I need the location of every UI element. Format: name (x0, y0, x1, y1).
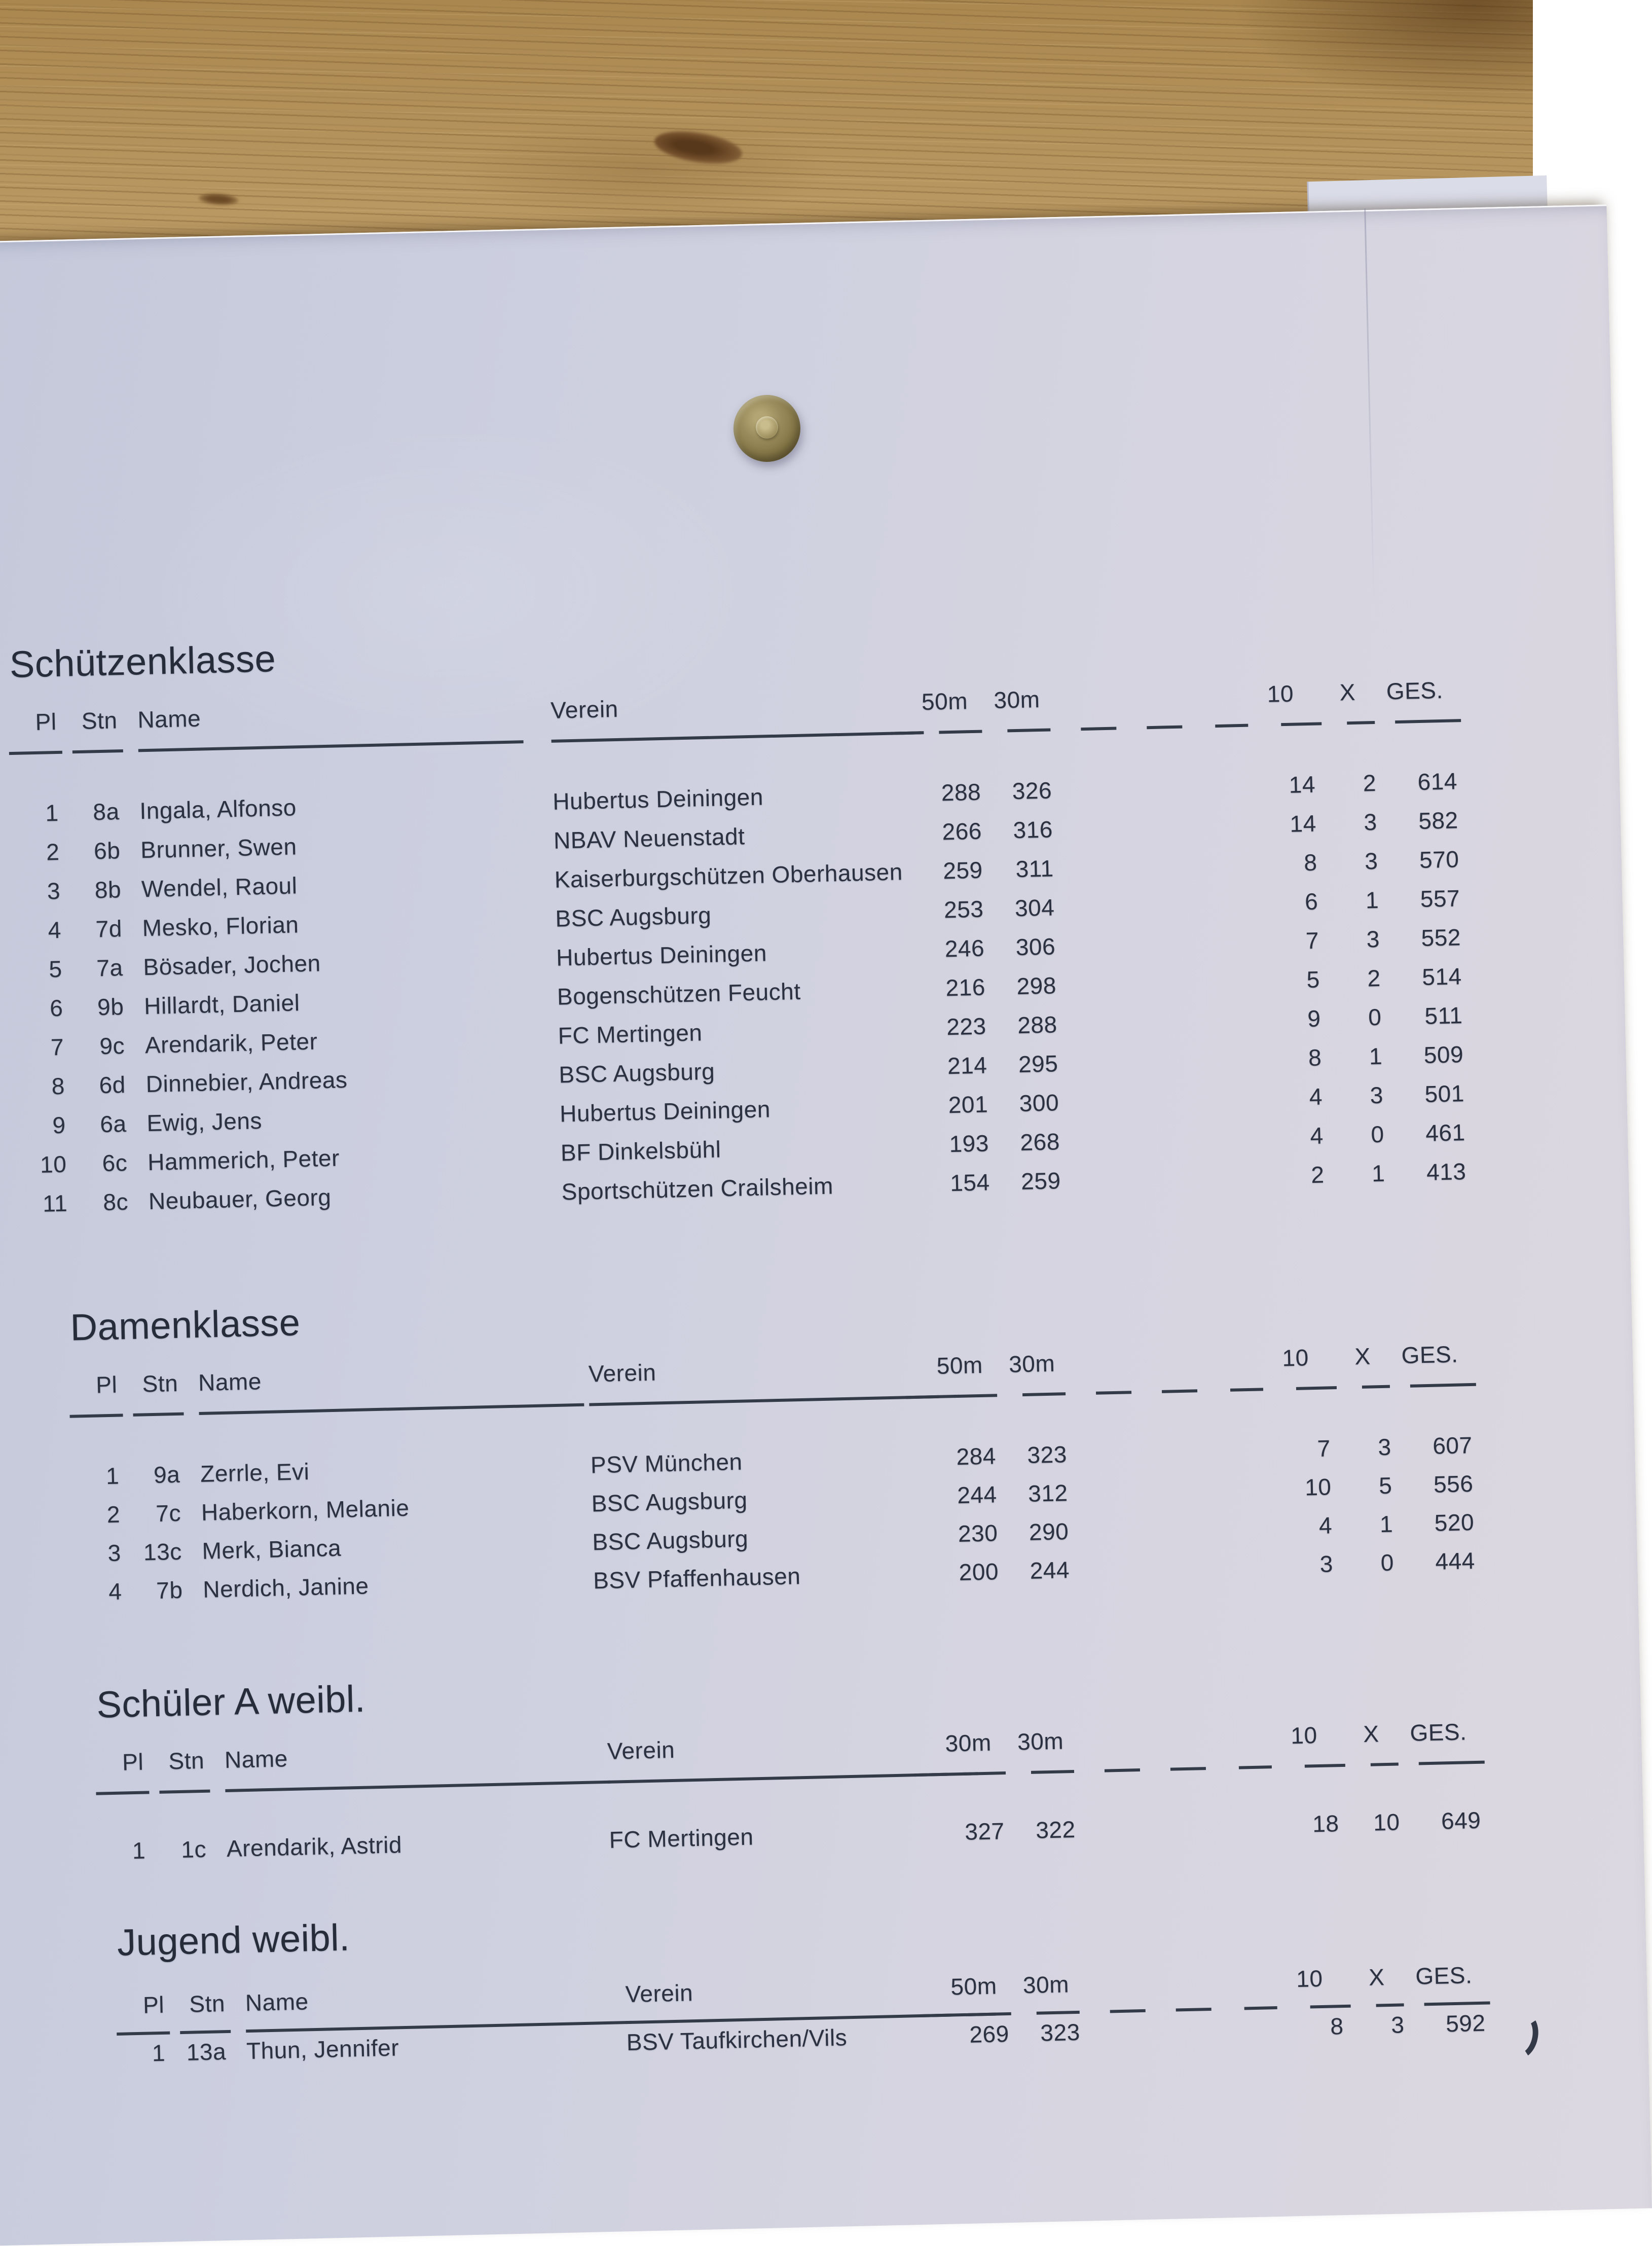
cell-place: 3 (107, 1539, 122, 1567)
column-header-distance-1: 30m (945, 1729, 992, 1757)
column-header-x: X (1354, 1343, 1371, 1370)
cell-name: Thun, Jennifer (246, 2034, 399, 2064)
cell-score-distance-2: 290 (1029, 1518, 1069, 1545)
cell-stand: 6a (99, 1110, 127, 1138)
cell-place: 2 (46, 838, 60, 865)
cell-place: 6 (49, 994, 63, 1022)
rule-line (1376, 2003, 1404, 2007)
cell-stand: 8b (94, 876, 122, 903)
rule-line (1162, 1389, 1197, 1393)
cell-tens: 6 (1304, 888, 1318, 915)
cell-place: 7 (50, 1033, 64, 1061)
cell-club: NBAV Neuenstadt (553, 823, 745, 854)
cell-x-count: 1 (1365, 886, 1379, 914)
cell-total: 444 (1435, 1547, 1476, 1575)
cell-score-distance-2: 311 (1015, 855, 1054, 883)
cell-tens: 8 (1308, 1044, 1322, 1071)
column-header-total: GES. (1386, 676, 1444, 705)
rule-line (906, 1395, 939, 1399)
cell-stand: 7d (95, 915, 123, 943)
column-header-x: X (1363, 1720, 1380, 1748)
cell-tens: 8 (1330, 2013, 1344, 2040)
column-header-tens: 10 (1281, 1344, 1309, 1371)
cell-place: 4 (108, 1578, 123, 1605)
rule-line (96, 1791, 149, 1795)
cell-place: 1 (105, 1462, 120, 1490)
rule-line (920, 2014, 953, 2017)
cell-place: 4 (48, 916, 62, 944)
rule-line (1281, 722, 1321, 726)
rule-line (1110, 2009, 1146, 2013)
section-title: Schüler A weibl. (96, 1677, 366, 1726)
cell-total: 557 (1420, 885, 1460, 913)
cell-club: Kaiserburgschützen Oberhausen (554, 858, 903, 893)
rule-line (1347, 721, 1375, 724)
cell-club: BF Dinkelsbühl (560, 1136, 721, 1166)
cell-total: 520 (1434, 1508, 1475, 1536)
rule-line (1096, 1391, 1131, 1395)
cell-x-count: 2 (1363, 769, 1377, 796)
cell-club: BSC Augsburg (555, 901, 712, 932)
column-header-total: GES. (1409, 1718, 1467, 1746)
cell-tens: 3 (1319, 1550, 1334, 1577)
cell-score-distance-1: 200 (959, 1558, 999, 1586)
cell-score-distance-1: 193 (949, 1130, 989, 1157)
rule-line (1037, 2011, 1080, 2015)
section-title: Jugend weibl. (117, 1916, 351, 1964)
cell-score-distance-1: 259 (942, 856, 983, 884)
cell-name: Dinnebier, Andreas (145, 1066, 348, 1098)
cell-score-distance-1: 253 (943, 895, 984, 923)
cell-club: FC Mertingen (558, 1019, 703, 1049)
cell-club: BSC Augsburg (558, 1058, 715, 1088)
column-header-name: Name (198, 1368, 262, 1396)
rule-line (939, 730, 982, 734)
rule-line (133, 1412, 184, 1417)
cell-total: 461 (1425, 1119, 1466, 1146)
cell-score-distance-1: 154 (949, 1169, 990, 1197)
cell-place: 8 (51, 1072, 65, 1100)
cell-score-distance-2: 295 (1018, 1050, 1058, 1078)
cell-total: 614 (1417, 768, 1458, 795)
cell-x-count: 3 (1364, 847, 1378, 875)
cell-tens: 7 (1316, 1435, 1331, 1462)
cell-x-count: 5 (1378, 1472, 1392, 1499)
column-header-verein: Verein (550, 695, 619, 723)
column-header-name: Name (224, 1745, 288, 1773)
cell-tens: 5 (1306, 966, 1320, 993)
cell-score-distance-2: 326 (1012, 777, 1052, 805)
cell-x-count: 10 (1373, 1808, 1401, 1836)
column-header-pl: Pl (142, 1991, 165, 2018)
cell-score-distance-2: 268 (1019, 1128, 1060, 1156)
rule-line (1215, 724, 1248, 728)
column-header-name: Name (245, 1988, 309, 2016)
results-section (0, 1887, 1644, 2067)
column-header-x: X (1339, 678, 1356, 706)
cell-total: 514 (1421, 963, 1462, 990)
column-header-verein: Verein (588, 1359, 656, 1387)
rule-line (914, 1773, 947, 1777)
cell-name: Bösader, Jochen (142, 950, 321, 981)
rule-line (968, 2012, 1011, 2016)
rule-line (1410, 1383, 1476, 1388)
cell-tens: 18 (1312, 1810, 1340, 1837)
thumbtack-pin (733, 395, 800, 462)
cell-name: Ingala, Alfonso (139, 794, 297, 824)
cell-score-distance-2: 304 (1014, 894, 1055, 922)
rule-line (1230, 1388, 1263, 1391)
cell-name: Arendarik, Peter (144, 1028, 318, 1059)
cell-score-distance-1: 327 (964, 1818, 1005, 1845)
cell-x-count: 3 (1363, 808, 1378, 836)
cell-total: 509 (1423, 1041, 1464, 1068)
cell-tens: 2 (1310, 1161, 1325, 1188)
cell-score-distance-2: 323 (1040, 2018, 1081, 2046)
cell-club: BSC Augsburg (592, 1525, 749, 1555)
rule-line (180, 2030, 231, 2034)
rule-line (9, 751, 62, 755)
column-header-tens: 10 (1290, 1722, 1318, 1749)
cell-name: Hammerich, Peter (147, 1144, 340, 1176)
results-section (0, 1271, 1631, 1605)
cell-total: 592 (1445, 2009, 1486, 2037)
column-header-x: X (1368, 1964, 1385, 1990)
cell-total: 413 (1426, 1158, 1466, 1185)
cell-name: Neubauer, Georg (148, 1183, 332, 1215)
column-header-pl: Pl (95, 1371, 118, 1398)
cell-score-distance-2: 306 (1015, 933, 1056, 961)
paper-crease (1364, 208, 1375, 604)
cell-total: 501 (1424, 1080, 1465, 1107)
cell-score-distance-1: 244 (957, 1481, 998, 1509)
column-header-distance-2: 30m (1008, 1350, 1055, 1378)
cell-name: Mesko, Florian (142, 911, 299, 941)
cell-total: 570 (1419, 846, 1459, 874)
column-header-total: GES. (1415, 1962, 1473, 1989)
cell-place: 10 (40, 1150, 67, 1178)
cell-tens: 9 (1307, 1005, 1321, 1032)
column-header-pl: Pl (122, 1748, 144, 1776)
cell-club: Hubertus Deiningen (556, 939, 767, 971)
rule-line (1244, 2006, 1277, 2010)
cell-x-count: 1 (1379, 1510, 1393, 1538)
column-header-stn: Stn (168, 1747, 205, 1774)
cell-total: 556 (1433, 1470, 1474, 1498)
cell-club: BSV Pfaffenhausen (593, 1563, 801, 1594)
results-section (0, 1648, 1639, 1864)
rule-line (954, 1394, 997, 1398)
cell-stand: 7a (96, 954, 124, 982)
rule-line (1170, 1767, 1206, 1771)
cell-stand: 1c (180, 1835, 207, 1863)
cell-score-distance-2: 288 (1017, 1011, 1058, 1039)
cell-name: Merk, Bianca (202, 1534, 342, 1564)
column-header-stn: Stn (189, 1990, 226, 2017)
wood-knot-small (198, 192, 238, 206)
rule-line (1239, 1765, 1272, 1769)
cell-score-distance-1: 284 (956, 1442, 997, 1470)
cell-score-distance-1: 246 (944, 934, 985, 962)
cell-score-distance-2: 298 (1016, 972, 1057, 1000)
cell-club: BSC Augsburg (591, 1487, 748, 1517)
rule-line (70, 1414, 123, 1418)
cell-x-count: 0 (1368, 1003, 1382, 1031)
cell-score-distance-2: 323 (1026, 1441, 1068, 1468)
cell-name: Ewig, Jens (146, 1107, 263, 1137)
rule-line (891, 731, 924, 735)
cell-stand: 7b (156, 1576, 183, 1604)
cell-name: Zerrle, Evi (200, 1458, 310, 1487)
section-title: Schützenklasse (9, 637, 277, 686)
cell-stand: 8a (92, 798, 120, 825)
rule-line (1176, 2008, 1212, 2012)
cell-place: 1 (45, 799, 59, 826)
rule-line (1081, 727, 1116, 731)
cell-x-count: 0 (1380, 1549, 1394, 1576)
cell-name: Arendarik, Astrid (226, 1831, 402, 1862)
cell-tens: 14 (1289, 771, 1316, 798)
cell-name: Hillardt, Daniel (143, 989, 300, 1020)
cell-score-distance-2: 316 (1013, 816, 1053, 844)
cell-club: Hubertus Deiningen (552, 783, 764, 815)
thumbtack-center (756, 416, 778, 439)
column-header-distance-1: 50m (936, 1351, 983, 1379)
cell-score-distance-1: 288 (941, 778, 981, 806)
column-header-distance-2: 30m (1017, 1727, 1064, 1755)
cell-tens: 14 (1289, 810, 1317, 837)
cell-score-distance-1: 230 (958, 1519, 998, 1547)
column-header-stn: Stn (81, 707, 118, 734)
cell-score-distance-1: 266 (942, 817, 982, 845)
cell-stand: 6c (102, 1149, 128, 1177)
column-header-total: GES. (1401, 1341, 1459, 1369)
column-header-verein: Verein (625, 1979, 693, 2008)
rule-line (159, 1790, 210, 1794)
cell-x-count: 2 (1367, 964, 1381, 992)
column-header-tens: 10 (1267, 680, 1294, 707)
rule-line (1305, 1764, 1345, 1768)
column-header-distance-1: 50m (950, 1972, 998, 2000)
rule-line (117, 2032, 170, 2036)
column-header-verein: Verein (607, 1736, 675, 1764)
cell-stand: 7c (155, 1499, 181, 1527)
rule-line (1310, 2005, 1351, 2009)
cell-place: 2 (106, 1501, 121, 1528)
cell-x-count: 3 (1366, 925, 1380, 953)
rule-line (963, 1771, 1006, 1776)
cell-name: Nerdich, Janine (202, 1572, 370, 1603)
cell-score-distance-2: 259 (1020, 1167, 1061, 1195)
cell-stand: 6b (93, 837, 121, 864)
cell-x-count: 0 (1370, 1120, 1385, 1148)
cell-stand: 6d (99, 1071, 126, 1099)
cell-x-count: 3 (1377, 1433, 1392, 1461)
section-title: Damenklasse (69, 1301, 301, 1349)
cell-club: BSV Taufkirchen/Vils (626, 2024, 848, 2056)
cell-club: FC Mertingen (609, 1823, 754, 1853)
rule-line (1007, 729, 1050, 733)
cell-club: Hubertus Deiningen (559, 1096, 771, 1127)
cell-stand: 13a (186, 2038, 227, 2066)
cell-club: Bogenschützen Feucht (557, 977, 801, 1010)
results-section (0, 606, 1616, 1217)
rule-line (1147, 726, 1182, 730)
cell-x-count: 3 (1390, 2011, 1405, 2038)
cell-x-count: 3 (1370, 1081, 1384, 1109)
rule-line (1031, 1770, 1074, 1774)
cell-tens: 4 (1309, 1083, 1323, 1110)
cell-score-distance-1: 216 (945, 973, 986, 1001)
cell-place: 1 (152, 2039, 166, 2067)
cell-stand: 9a (153, 1461, 180, 1489)
cell-place: 3 (47, 877, 61, 904)
cell-score-distance-1: 269 (969, 2020, 1010, 2048)
column-header-pl: Pl (35, 708, 57, 735)
rule-line (1362, 1385, 1390, 1389)
column-header-tens: 10 (1296, 1965, 1324, 1993)
cell-x-count: 1 (1369, 1042, 1383, 1070)
cell-total: 552 (1421, 924, 1461, 952)
cell-score-distance-2: 312 (1027, 1479, 1069, 1507)
column-header-distance-1: 50m (921, 687, 968, 715)
rule-line (1296, 1386, 1337, 1390)
cell-stand: 8c (102, 1188, 129, 1216)
cell-tens: 4 (1309, 1122, 1324, 1149)
cell-total: 582 (1418, 807, 1459, 835)
rule-line (1419, 1761, 1485, 1765)
cell-name: Brunner, Swen (140, 833, 298, 863)
cell-score-distance-2: 244 (1030, 1556, 1070, 1584)
column-header-distance-2: 30m (993, 685, 1041, 714)
cell-place: 1 (132, 1837, 146, 1864)
cell-score-distance-2: 322 (1035, 1816, 1076, 1843)
rule-line (1395, 719, 1461, 723)
cell-place: 9 (52, 1111, 66, 1139)
rule-line (1371, 1762, 1399, 1766)
wood-knot (652, 126, 745, 169)
cell-name: Wendel, Raoul (141, 872, 298, 902)
cell-place: 11 (42, 1189, 68, 1217)
cell-total: 607 (1432, 1431, 1473, 1459)
cell-stand: 9b (97, 993, 124, 1021)
cell-score-distance-1: 214 (947, 1052, 987, 1079)
cell-total: 649 (1441, 1806, 1481, 1834)
cell-club: PSV München (590, 1448, 743, 1478)
cell-tens: 10 (1304, 1473, 1332, 1501)
cell-score-distance-2: 300 (1019, 1089, 1059, 1117)
cell-name: Haberkorn, Melanie (201, 1494, 410, 1526)
cell-tens: 8 (1303, 849, 1318, 876)
rule-line (1105, 1768, 1140, 1772)
cell-score-distance-1: 201 (948, 1091, 988, 1118)
rule-line (72, 749, 123, 753)
column-header-stn: Stn (142, 1369, 178, 1397)
results-sheet (0, 204, 1652, 2246)
cell-stand: 9c (99, 1032, 125, 1060)
rule-line (1022, 1392, 1066, 1396)
column-header-name: Name (137, 705, 201, 733)
cell-tens: 4 (1318, 1512, 1333, 1539)
cell-stand: 13c (143, 1538, 182, 1566)
cell-x-count: 1 (1371, 1160, 1385, 1187)
cell-club: Sportschützen Crailsheim (561, 1172, 834, 1205)
cell-total: 511 (1424, 1002, 1463, 1029)
cell-place: 5 (48, 955, 63, 983)
cell-tens: 7 (1305, 927, 1319, 954)
column-header-distance-2: 30m (1022, 1971, 1070, 1999)
cell-score-distance-1: 223 (946, 1012, 987, 1040)
